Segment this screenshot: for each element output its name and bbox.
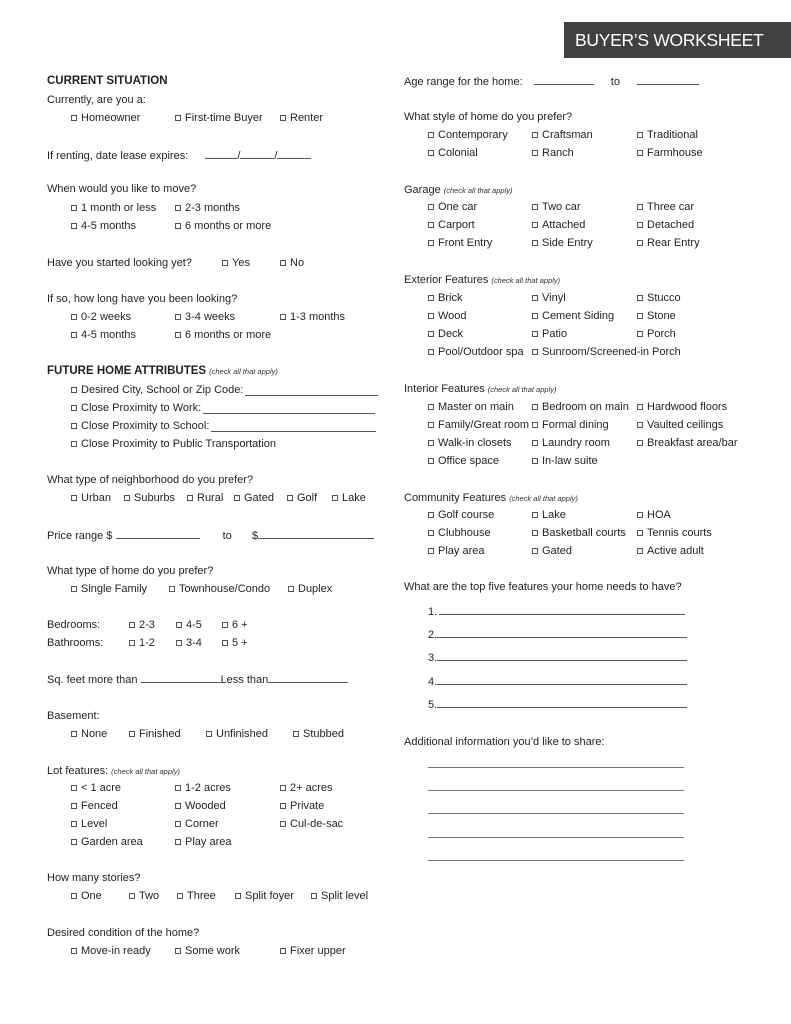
lease-expires-field: If renting, date lease expires: / / <box>47 148 311 163</box>
top-five-input-5[interactable] <box>437 697 687 708</box>
checkbox-icon[interactable] <box>71 405 77 411</box>
top-five-item-2: 2. <box>428 627 687 642</box>
checkbox-icon[interactable] <box>222 640 228 646</box>
home-type-label: What type of home do you prefer? <box>47 565 214 577</box>
checkbox-icon[interactable] <box>280 803 286 809</box>
option-int-hardwood[interactable]: Hardwood floors <box>637 400 727 414</box>
option-renter[interactable]: Renter <box>280 111 323 125</box>
option-garage-detached[interactable]: Detached <box>637 218 694 232</box>
top-five-input-1[interactable] <box>439 604 685 615</box>
option-basement-unfinished[interactable]: Unfinished <box>206 727 268 741</box>
additional-info-line-1[interactable] <box>428 767 684 768</box>
additional-info-line-4[interactable] <box>428 837 684 838</box>
worksheet-title-banner <box>564 22 791 58</box>
checkbox-icon[interactable] <box>532 331 538 337</box>
option-proximity-school[interactable]: Close Proximity to School: <box>71 419 376 433</box>
checkbox-icon[interactable] <box>71 205 77 211</box>
checkbox-icon[interactable] <box>637 530 643 536</box>
checkbox-icon[interactable] <box>532 404 538 410</box>
option-garage-front-entry[interactable]: Front Entry <box>428 236 492 250</box>
option-desired-city[interactable]: Desired City, School or Zip Code: <box>71 383 378 397</box>
checkbox-icon[interactable] <box>129 622 135 628</box>
checkbox-icon[interactable] <box>71 803 77 809</box>
option-garage-two-car[interactable]: Two car <box>532 200 581 214</box>
option-garage-attached[interactable]: Attached <box>532 218 585 232</box>
option-golf[interactable]: Golf <box>287 491 317 505</box>
option-lot-lt-1-acre[interactable]: < 1 acre <box>71 781 121 795</box>
option-homeowner[interactable]: Homeowner <box>71 111 140 125</box>
option-1-3-months[interactable]: 1-3 months <box>280 310 345 324</box>
proximity-work-input[interactable] <box>203 403 375 414</box>
additional-info-line-3[interactable] <box>428 813 684 814</box>
option-single-family[interactable]: Single Family <box>71 582 147 596</box>
option-traditional[interactable]: Traditional <box>637 128 698 142</box>
option-fixer-upper[interactable]: Fixer upper <box>280 944 346 958</box>
checkbox-icon[interactable] <box>222 622 228 628</box>
top-five-item-3: 3. <box>428 650 687 665</box>
bathrooms-label: Bathrooms: <box>47 637 104 649</box>
checkbox-icon[interactable] <box>71 387 77 393</box>
checkbox-icon[interactable] <box>71 839 77 845</box>
top-five-item-1: 1. <box>428 604 685 619</box>
option-looking-no[interactable]: No <box>280 256 304 270</box>
checkbox-icon[interactable] <box>428 240 434 246</box>
checkbox-icon[interactable] <box>428 331 434 337</box>
option-comm-play-area[interactable]: Play area <box>428 544 484 558</box>
option-comm-lake[interactable]: Lake <box>532 508 566 522</box>
checkbox-icon[interactable] <box>71 115 77 121</box>
option-basement-finished[interactable]: Finished <box>129 727 181 741</box>
option-int-formal-dining[interactable]: Formal dining <box>532 418 609 432</box>
checkbox-icon[interactable] <box>293 731 299 737</box>
checkbox-icon[interactable] <box>71 893 77 899</box>
checkbox-icon[interactable] <box>428 132 434 138</box>
checkbox-icon[interactable] <box>532 222 538 228</box>
checkbox-icon[interactable] <box>428 150 434 156</box>
checkbox-icon[interactable] <box>428 512 434 518</box>
top-five-input-4[interactable] <box>437 674 687 685</box>
checkbox-icon[interactable] <box>532 132 538 138</box>
option-ext-stucco[interactable]: Stucco <box>637 291 681 305</box>
checkbox-icon[interactable] <box>234 495 240 501</box>
option-stories-three[interactable]: Three <box>177 889 216 903</box>
option-ext-stone[interactable]: Stone <box>637 309 676 323</box>
checkbox-icon[interactable] <box>288 586 294 592</box>
checkbox-icon[interactable] <box>175 821 181 827</box>
option-farmhouse[interactable]: Farmhouse <box>637 146 703 160</box>
checkbox-icon[interactable] <box>532 204 538 210</box>
option-int-bedroom-on-main[interactable]: Bedroom on main <box>532 400 629 414</box>
checkbox-icon[interactable] <box>637 512 643 518</box>
checkbox-icon[interactable] <box>287 495 293 501</box>
checkbox-icon[interactable] <box>235 893 241 899</box>
option-split-foyer[interactable]: Split foyer <box>235 889 294 903</box>
option-lot-level[interactable]: Level <box>71 817 107 831</box>
top-five-label: What are the top five features your home needs to have? <box>404 581 682 593</box>
lease-year-input[interactable] <box>277 148 311 159</box>
top-five-item-4: 4. <box>428 674 687 689</box>
option-int-office[interactable]: Office space <box>428 454 499 468</box>
age-max-input[interactable] <box>637 74 699 85</box>
option-bed-4-5[interactable]: 4-5 <box>176 618 202 632</box>
option-comm-clubhouse[interactable]: Clubhouse <box>428 526 491 540</box>
checkbox-icon[interactable] <box>222 260 228 266</box>
option-move-2-3-months[interactable]: 2-3 months <box>175 201 240 215</box>
checkbox-icon[interactable] <box>129 731 135 737</box>
checkbox-icon[interactable] <box>637 422 643 428</box>
option-comm-hoa[interactable]: HOA <box>637 508 671 522</box>
option-int-vaulted[interactable]: Vaulted ceilings <box>637 418 723 432</box>
option-comm-basketball[interactable]: Basketball courts <box>532 526 626 540</box>
stories-label: How many stories? <box>47 872 141 884</box>
checkbox-icon[interactable] <box>637 440 643 446</box>
checkbox-icon[interactable] <box>176 622 182 628</box>
option-comm-active-adult[interactable]: Active adult <box>637 544 704 558</box>
option-colonial[interactable]: Colonial <box>428 146 478 160</box>
checkbox-icon[interactable] <box>71 314 77 320</box>
option-lot-wooded[interactable]: Wooded <box>175 799 226 813</box>
checkbox-icon[interactable] <box>637 548 643 554</box>
option-int-laundry[interactable]: Laundry room <box>532 436 610 450</box>
checkbox-icon[interactable] <box>637 204 643 210</box>
option-lot-fenced[interactable]: Fenced <box>71 799 118 813</box>
checkbox-icon[interactable] <box>428 458 434 464</box>
option-int-walk-in[interactable]: Walk-in closets <box>428 436 512 450</box>
option-basement-none[interactable]: None <box>71 727 107 741</box>
option-rural[interactable]: Rural <box>187 491 223 505</box>
option-ext-pool[interactable]: Pool/Outdoor spa <box>428 345 524 359</box>
style-label: What style of home do you prefer? <box>404 111 573 123</box>
checkbox-icon[interactable] <box>428 313 434 319</box>
checkbox-icon[interactable] <box>280 115 286 121</box>
checkbox-icon[interactable] <box>428 295 434 301</box>
top-five-input-3[interactable] <box>437 650 687 661</box>
additional-info-label: Additional information you’d like to share: <box>404 736 605 748</box>
exterior-label: Exterior Features (check all that apply) <box>404 274 561 286</box>
option-lot-private[interactable]: Private <box>280 799 324 813</box>
checkbox-icon[interactable] <box>532 440 538 446</box>
option-lot-1-2-acres[interactable]: 1-2 acres <box>175 781 231 795</box>
checkbox-icon[interactable] <box>637 240 643 246</box>
checkbox-icon[interactable] <box>280 948 286 954</box>
checkbox-icon[interactable] <box>177 893 183 899</box>
checkbox-icon[interactable] <box>637 222 643 228</box>
option-garage-carport[interactable]: Carport <box>428 218 475 232</box>
checkbox-icon[interactable] <box>428 404 434 410</box>
lease-month-input[interactable] <box>205 148 237 159</box>
option-move-6-months[interactable]: 6 months or more <box>175 219 271 233</box>
checkbox-icon[interactable] <box>280 821 286 827</box>
option-ext-sunroom[interactable]: Sunroom/Screened-in Porch <box>532 345 681 359</box>
checkbox-icon[interactable] <box>532 422 538 428</box>
option-ext-brick[interactable]: Brick <box>428 291 462 305</box>
option-bed-6-plus[interactable]: 6 + <box>222 618 248 632</box>
checkbox-icon[interactable] <box>71 423 77 429</box>
option-first-time-buyer[interactable]: First-time Buyer <box>175 111 263 125</box>
neighborhood-label: What type of neighborhood do you prefer? <box>47 474 254 486</box>
currently-label: Currently, are you a: <box>47 94 146 106</box>
top-five-input-2[interactable] <box>437 627 687 638</box>
option-lot-corner[interactable]: Corner <box>175 817 219 831</box>
lease-day-input[interactable] <box>240 148 274 159</box>
top-five-item-5: 5. <box>428 697 687 712</box>
checkbox-icon[interactable] <box>532 530 538 536</box>
checkbox-icon[interactable] <box>637 150 643 156</box>
checkbox-icon[interactable] <box>71 785 77 791</box>
sqft-min-input[interactable] <box>141 672 221 683</box>
option-garage-rear-entry[interactable]: Rear Entry <box>637 236 700 250</box>
option-lot-play-area[interactable]: Play area <box>175 835 231 849</box>
option-basement-stubbed[interactable]: Stubbed <box>293 727 344 741</box>
option-int-in-law[interactable]: In-law suite <box>532 454 598 468</box>
checkbox-icon[interactable] <box>71 223 77 229</box>
option-proximity-transport[interactable]: Close Proximity to Public Transportation <box>71 437 276 451</box>
option-looking-yes[interactable]: Yes <box>222 256 250 270</box>
checkbox-icon[interactable] <box>175 948 181 954</box>
checkbox-icon[interactable] <box>175 223 181 229</box>
price-range-field: Price range $ to $ <box>47 528 374 543</box>
option-lot-garden-area[interactable]: Garden area <box>71 835 143 849</box>
checkbox-icon[interactable] <box>532 548 538 554</box>
checkbox-icon[interactable] <box>280 260 286 266</box>
checkbox-icon[interactable] <box>71 586 77 592</box>
community-label: Community Features (check all that apply) <box>404 492 578 504</box>
section-title-current-situation: CURRENT SITUATION <box>47 75 168 87</box>
checkbox-icon[interactable] <box>637 313 643 319</box>
option-craftsman[interactable]: Craftsman <box>532 128 593 142</box>
worksheet-title: BUYER’S WORKSHEET <box>575 29 764 50</box>
option-garage-side-entry[interactable]: Side Entry <box>532 236 593 250</box>
option-move-1-month[interactable]: 1 month or less <box>71 201 156 215</box>
option-stories-one[interactable]: One <box>71 889 102 903</box>
checkbox-icon[interactable] <box>175 205 181 211</box>
option-duplex[interactable]: Duplex <box>288 582 332 596</box>
checkbox-icon[interactable] <box>206 731 212 737</box>
option-ext-wood[interactable]: Wood <box>428 309 467 323</box>
looking-label: Have you started looking yet? <box>47 257 192 269</box>
basement-label: Basement: <box>47 710 100 722</box>
option-proximity-work[interactable]: Close Proximity to Work: <box>71 401 375 415</box>
option-lake[interactable]: Lake <box>332 491 366 505</box>
checkbox-icon[interactable] <box>332 495 338 501</box>
checkbox-icon[interactable] <box>637 295 643 301</box>
checkbox-icon[interactable] <box>428 349 434 355</box>
option-ext-deck[interactable]: Deck <box>428 327 463 341</box>
option-comm-gated[interactable]: Gated <box>532 544 572 558</box>
option-bed-2-3[interactable]: 2-3 <box>129 618 155 632</box>
additional-info-line-5[interactable] <box>428 860 684 861</box>
checkbox-icon[interactable] <box>176 640 182 646</box>
checkbox-icon[interactable] <box>280 314 286 320</box>
option-split-level[interactable]: Split level <box>311 889 368 903</box>
checkbox-icon[interactable] <box>175 839 181 845</box>
how-long-label: If so, how long have you been looking? <box>47 293 238 305</box>
option-bath-1-2[interactable]: 1-2 <box>129 636 155 650</box>
option-comm-tennis[interactable]: Tennis courts <box>637 526 712 540</box>
checkbox-icon[interactable] <box>71 821 77 827</box>
option-int-master-on-main[interactable]: Master on main <box>428 400 514 414</box>
option-ext-cement-siding[interactable]: Cement Siding <box>532 309 614 323</box>
checkbox-icon[interactable] <box>187 495 193 501</box>
checkbox-icon[interactable] <box>532 512 538 518</box>
garage-label: Garage (check all that apply) <box>404 184 513 196</box>
option-comm-golf[interactable]: Golf course <box>428 508 494 522</box>
checkbox-icon[interactable] <box>532 349 538 355</box>
checkbox-icon[interactable] <box>129 893 135 899</box>
checkbox-icon[interactable] <box>175 803 181 809</box>
checkbox-icon[interactable] <box>311 893 317 899</box>
checkbox-icon[interactable] <box>428 440 434 446</box>
checkbox-icon[interactable] <box>129 640 135 646</box>
checkbox-icon[interactable] <box>428 422 434 428</box>
interior-label: Interior Features (check all that apply) <box>404 383 557 395</box>
checkbox-icon[interactable] <box>428 222 434 228</box>
option-ext-patio[interactable]: Patio <box>532 327 567 341</box>
checkbox-icon[interactable] <box>124 495 130 501</box>
checkbox-icon[interactable] <box>532 313 538 319</box>
checkbox-icon[interactable] <box>71 731 77 737</box>
checkbox-icon[interactable] <box>175 785 181 791</box>
option-suburbs[interactable]: Suburbs <box>124 491 175 505</box>
option-garage-one-car[interactable]: One car <box>428 200 477 214</box>
bedrooms-label: Bedrooms: <box>47 619 101 631</box>
option-bath-3-4[interactable]: 3-4 <box>176 636 202 650</box>
proximity-school-input[interactable] <box>211 421 376 432</box>
checkbox-icon[interactable] <box>428 204 434 210</box>
age-range-field: Age range for the home: to <box>404 74 699 89</box>
checkbox-icon[interactable] <box>71 441 77 447</box>
desired-city-input[interactable] <box>245 385 378 396</box>
checkbox-icon[interactable] <box>169 586 175 592</box>
condition-label: Desired condition of the home? <box>47 927 200 939</box>
option-3-4-weeks[interactable]: 3-4 weeks <box>175 310 235 324</box>
option-int-breakfast[interactable]: Breakfast area/bar <box>637 436 738 450</box>
checkbox-icon[interactable] <box>637 132 643 138</box>
checkbox-icon[interactable] <box>428 530 434 536</box>
move-label: When would you like to move? <box>47 183 197 195</box>
checkbox-icon[interactable] <box>428 548 434 554</box>
option-ranch[interactable]: Ranch <box>532 146 574 160</box>
option-move-in-ready[interactable]: Move-in ready <box>71 944 151 958</box>
option-looking-6-months[interactable]: 6 months or more <box>175 328 271 342</box>
price-max-input[interactable] <box>258 528 374 539</box>
checkbox-icon[interactable] <box>637 331 643 337</box>
checkbox-icon[interactable] <box>532 295 538 301</box>
option-lot-cul-de-sac[interactable]: Cul-de-sac <box>280 817 343 831</box>
checkbox-icon[interactable] <box>71 948 77 954</box>
checkbox-icon[interactable] <box>71 495 77 501</box>
lot-features-label: Lot features: (check all that apply) <box>47 765 180 777</box>
checkbox-icon[interactable] <box>175 314 181 320</box>
section-title-future-home: FUTURE HOME ATTRIBUTES (check all that apply) <box>47 365 278 377</box>
option-contemporary[interactable]: Contemporary <box>428 128 508 142</box>
option-looking-4-5-months[interactable]: 4-5 months <box>71 328 136 342</box>
checkbox-icon[interactable] <box>532 458 538 464</box>
option-urban[interactable]: Urban <box>71 491 111 505</box>
additional-info-line-2[interactable] <box>428 790 684 791</box>
checkbox-icon[interactable] <box>280 785 286 791</box>
checkbox-icon[interactable] <box>71 332 77 338</box>
checkbox-icon[interactable] <box>532 240 538 246</box>
option-0-2-weeks[interactable]: 0-2 weeks <box>71 310 131 324</box>
sqft-field: Sq. feet more than Less than <box>47 672 348 687</box>
option-gated[interactable]: Gated <box>234 491 274 505</box>
option-lot-2-plus-acres[interactable]: 2+ acres <box>280 781 333 795</box>
option-ext-vinyl[interactable]: Vinyl <box>532 291 566 305</box>
option-some-work[interactable]: Some work <box>175 944 240 958</box>
option-move-4-5-months[interactable]: 4-5 months <box>71 219 136 233</box>
sqft-max-input[interactable] <box>268 672 348 683</box>
option-bath-5-plus[interactable]: 5 + <box>222 636 248 650</box>
option-stories-two[interactable]: Two <box>129 889 159 903</box>
option-townhouse[interactable]: Townhouse/Condo <box>169 582 270 596</box>
option-garage-three-car[interactable]: Three car <box>637 200 694 214</box>
price-min-input[interactable] <box>116 528 200 539</box>
checkbox-icon[interactable] <box>175 115 181 121</box>
age-min-input[interactable] <box>534 74 594 85</box>
checkbox-icon[interactable] <box>175 332 181 338</box>
option-int-family-room[interactable]: Family/Great room <box>428 418 529 432</box>
option-ext-porch[interactable]: Porch <box>637 327 676 341</box>
checkbox-icon[interactable] <box>637 404 643 410</box>
checkbox-icon[interactable] <box>532 150 538 156</box>
